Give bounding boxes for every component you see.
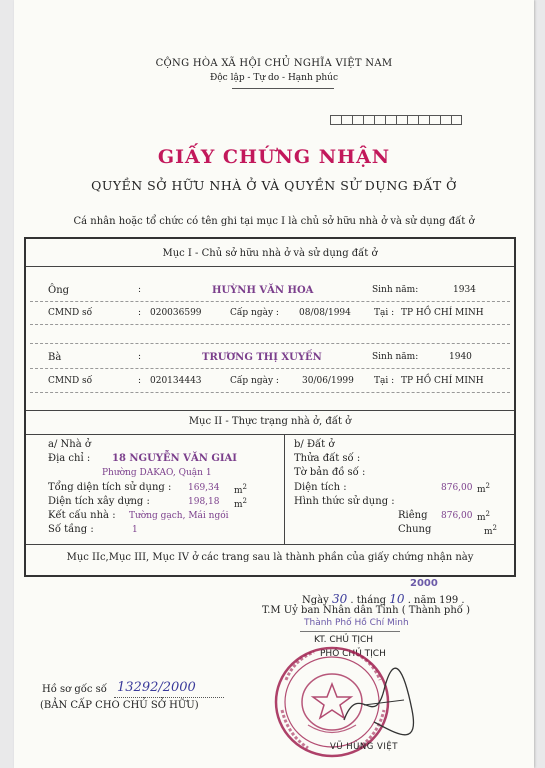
signer-name: VŨ HÙNG VIỆT [330,742,398,752]
total-area-label: Tổng diện tích sử dụng : [48,482,172,493]
place: TP HỒ CHÍ MINH [401,376,484,386]
certificate-subtitle: QUYỀN SỞ HỮU NHÀ Ở VÀ QUYỀN SỬ DỤNG ĐẤT Ở [91,178,457,193]
issue-date: Ngày 30 . tháng 10 . năm 199 . [302,592,465,606]
divider [26,434,514,435]
birth-label: Sinh năm: [372,352,419,362]
republic-title: CỘNG HÒA XÃ HỘI CHỦ NGHĨA VIỆT NAM [155,58,393,69]
structure-value: Tường gạch, Mái ngói [129,511,229,521]
issued-date: 30/06/1999 [302,376,354,386]
floors-value: 1 [132,525,138,535]
birth-year: 1934 [453,285,476,295]
role-1: KT. CHỦ TỊCH [314,635,374,645]
intro-text: Cá nhân hoặc tổ chức có tên ghi tại mục I là chủ sở hữu nhà ở và sử dụng đất ở [73,216,475,227]
address-line1: 18 NGUYỄN VĂN GIAI [112,453,237,464]
land-area-label: Diện tích : [294,482,347,493]
issued-date: 08/08/1994 [299,308,351,318]
signature-icon [334,660,424,740]
address-label: Địa chỉ : [48,453,91,464]
day-handwritten: 30 [331,592,348,606]
city-stamp: Thành Phố Hồ Chí Minh [304,618,409,628]
address-line2: Phường DAKAO, Quận 1 [102,468,212,478]
owner-name: HUỲNH VĂN HOA [212,285,314,296]
id-label: CMND số [48,376,93,386]
unit: $m^2$ [234,483,248,496]
authority: T.M Uỷ ban Nhân dân Tỉnh ( Thành phố ) [262,605,470,616]
copy-note: (BẢN CẤP CHO CHỦ SỞ HỮU) [40,700,199,711]
birth-year: 1940 [449,352,472,362]
divider [26,266,514,267]
place-label: Tại : [374,308,395,318]
private-label: Riêng [398,510,428,521]
total-area-value: 169,34 [188,483,220,493]
birth-label: Sinh năm: [372,285,419,295]
structure-label: Kết cấu nhà : [48,510,116,521]
land-label: b/ Đất ở [294,439,335,450]
build-area-label: Diện tích xây dựng : [48,496,150,507]
owner-name: TRƯƠNG THỊ XUYẾN [202,352,322,363]
unit: $m^2$ [477,510,491,523]
id-number: 020036599 [150,308,202,318]
id-number: 020134443 [150,376,202,386]
unit: $m^2$ [477,482,491,495]
issued-label: Cấp ngày : [230,376,279,386]
usage-label: Hình thức sử dụng : [294,496,395,507]
id-label: CMND số [48,308,93,318]
footnote: Mục IIc,Mục III, Mục IV ở các trang sau là thành phần của giấy chứng nhận này [66,552,474,563]
column-divider [284,434,285,544]
month-handwritten: 10 [389,592,405,606]
divider [26,544,514,545]
certificate-page [14,0,534,768]
unit: $m^2$ [234,497,248,510]
file-number-label: Hồ sơ gốc số [42,684,107,695]
plot-label: Thửa đất số : [294,453,361,464]
place-label: Tại : [374,376,395,386]
divider [26,410,514,411]
owner-salutation: Ông [48,285,70,296]
map-label: Tờ bản đồ số : [294,467,366,478]
issued-label: Cấp ngày : [230,308,279,318]
private-value: 876,00 [441,511,473,521]
shared-label: Chung [398,524,432,535]
role-2: PHÓ CHỦ TỊCH [320,649,386,659]
file-number-handwritten: 13292/2000 [117,680,196,695]
certificate-title: GIẤY CHỨNG NHẬN [157,146,391,168]
section1-heading: Mục I - Chủ sở hữu nhà ở và sử dụng đất ở [162,248,378,259]
floors-label: Số tầng : [48,524,94,535]
build-area-value: 198,18 [188,497,220,507]
serial-number-boxes [330,115,462,125]
section2-heading: Mục II - Thực trạng nhà ở, đất ở [188,416,352,427]
year-stamp: 2000 [410,578,438,589]
owner-salutation: Bà [48,352,62,363]
house-label: a/ Nhà ở [48,439,91,450]
land-area-value: 876,00 [441,483,473,493]
certificate-frame: Mục I - Chủ sở hữu nhà ở và sử dụng đất ở Ông : HUỲNH VĂN HOA Sinh năm: 1934 CMND số : 020036599 Cấp ngày : 08/08/1994 Tại : TP HỒ CHÍ MINH Bà : TRƯƠNG THỊ XUYẾN Sinh năm: 1940 CMND số : 020134443 Cấp ngày : 30/06/1999 Tại : TP HỒ CHÍ MINH Mục II - Thực trạng nhà ở, đất ở a/ Nhà ở Địa chỉ : 18 NGUYỄN VĂN GIAI Phường DAKAO, Quận 1 Tổng diện tích sử dụng : 169,34 $m^2$ Diện tích xây dựng : 198,18 $m^2$ Kết cấu nhà : Tường gạch, Mái ngói Số tầng : 1 b/ Đất ở Thửa đất số : Tờ bản đồ số : Diện tích : 876,00 $m^2$ Hình thức sử dụng : Riêng 876,00 $m^2$ Chung $m^2$ Mục IIc,Mục III, Mục IV ở các trang sau là thành phần của giấy chứng nhận này [24,237,516,577]
place: TP HỒ CHÍ MINH [401,308,484,318]
motto-underline [232,88,334,89]
motto: Độc lập - Tự do - Hạnh phúc [209,73,339,83]
unit: $m^2$ [484,524,498,537]
